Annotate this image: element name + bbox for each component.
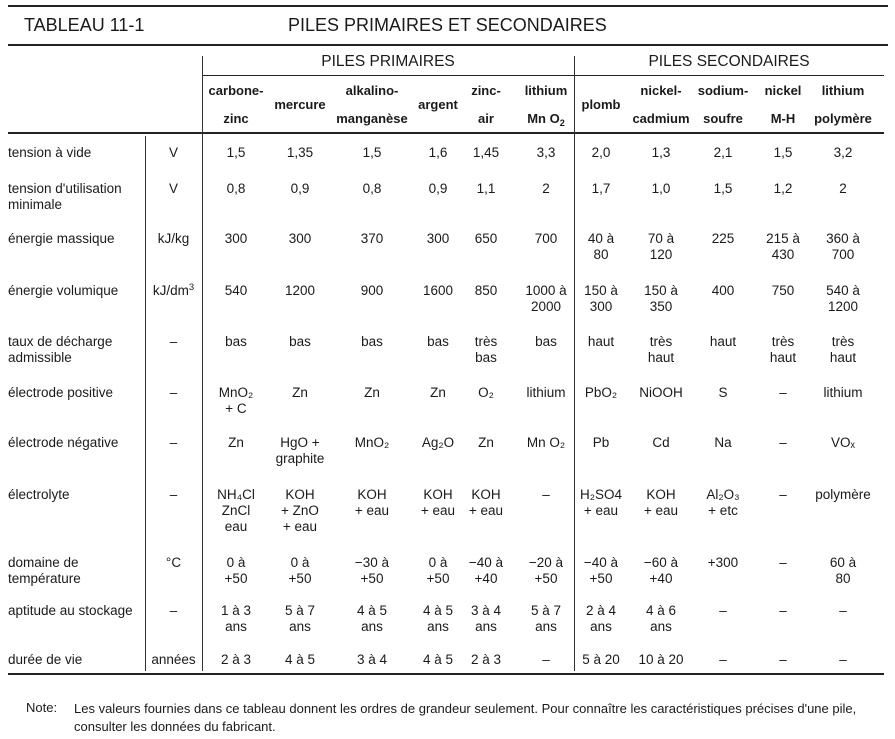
title-rule: [8, 44, 888, 46]
column-header-line2: M-H: [770, 111, 796, 126]
table-cell: 750: [771, 283, 795, 298]
table-cell: 4 à 5: [422, 652, 454, 667]
table-cell: 0,8: [226, 181, 246, 196]
table-cell: 0 à +50: [224, 555, 248, 586]
table-cell: bas: [427, 334, 449, 349]
table-cell: 400: [711, 283, 735, 298]
row-unit: [145, 145, 202, 161]
table-cell: –: [779, 487, 787, 502]
table-cell: MnO₂ + C: [218, 385, 254, 416]
column-header-line1: lithium: [821, 83, 865, 98]
column-header-line2: air: [478, 111, 494, 126]
row-unit-text: V: [168, 181, 178, 196]
column-header-line1: nickel: [764, 83, 802, 98]
row-unit-text: °C: [165, 555, 182, 570]
row-unit-text: –: [169, 603, 178, 618]
table-cell: très haut: [769, 334, 797, 365]
table-cell: KOH + eau: [468, 487, 504, 518]
table-cell: 40 à 80: [587, 231, 615, 262]
column-header-line1: lithium: [524, 83, 568, 98]
table-cell: −60 à +40: [643, 555, 679, 586]
table-cell: Zn: [364, 385, 380, 400]
row-label: domaine de température: [8, 555, 81, 586]
table-cell: 2 à 3: [220, 652, 252, 667]
row-label: énergie massique: [8, 231, 115, 246]
table-cell: Zn: [228, 435, 244, 450]
table-cell: 3 à 4 ans: [470, 603, 502, 634]
group-rule-primary: [202, 75, 574, 76]
table-cell: très haut: [647, 334, 675, 365]
table-cell: 2,0: [591, 145, 611, 160]
table-cell: 540 à 1200: [826, 283, 860, 314]
subscript: 2: [559, 118, 565, 128]
table-cell: PbO₂: [584, 385, 618, 400]
table-cell: bas: [535, 334, 557, 349]
table-cell: 1,5: [362, 145, 382, 160]
table-cell: 2: [839, 181, 847, 196]
table-cell: –: [719, 603, 727, 618]
table-cell: 1600: [422, 283, 454, 298]
superscript: 3: [188, 282, 195, 293]
table-cell: 2 à 3: [470, 652, 502, 667]
row-unit: [145, 487, 202, 503]
table-cell: VOₓ: [831, 435, 855, 450]
table-cell: –: [839, 603, 847, 618]
table-cell: 0,8: [362, 181, 382, 196]
row-unit-text: années: [151, 652, 196, 667]
table-cell: 300: [426, 231, 450, 246]
column-header: [624, 77, 698, 133]
row-unit: [145, 283, 202, 299]
table-cell: Zn: [292, 385, 308, 400]
table-cell: 700: [534, 231, 558, 246]
table-cell: 300: [224, 231, 248, 246]
table-cell: 650: [474, 231, 498, 246]
row-label: aptitude au stockage: [8, 603, 133, 618]
table-cell: bas: [225, 334, 247, 349]
column-header: [688, 77, 758, 133]
table-cell: KOH + eau: [420, 487, 456, 518]
table-cell: 1,5: [773, 145, 793, 160]
table-cell: 3,2: [833, 145, 853, 160]
table-cell: –: [542, 487, 550, 502]
row-unit: [145, 652, 202, 668]
table-cell: HgO + graphite: [275, 435, 325, 466]
table-cell: haut: [587, 334, 615, 349]
table-cell: –: [779, 652, 787, 667]
table-cell: 10 à 20: [638, 652, 684, 667]
table-cell: 1000 à 2000: [525, 283, 567, 314]
table-cell: 1,5: [713, 181, 733, 196]
table-cell: 60 à 80: [829, 555, 857, 586]
row-unit-text: –: [169, 487, 178, 502]
table-cell: 150 à 350: [644, 283, 678, 314]
top-rule: [8, 5, 888, 7]
table-cell: 1,1: [476, 181, 496, 196]
table-cell: 1200: [284, 283, 316, 298]
table-cell: +300: [707, 555, 739, 570]
table-cell: lithium: [526, 385, 566, 400]
group-title-primary: PILES PRIMAIRES: [321, 53, 455, 70]
units-column-divider: [145, 136, 146, 671]
table-cell: 370: [360, 231, 384, 246]
row-unit: [145, 555, 202, 571]
table-cell: 900: [360, 283, 384, 298]
table-cell: 3,3: [536, 145, 556, 160]
row-unit-text: kJ/dm: [152, 283, 189, 298]
column-header: [570, 91, 632, 119]
table-cell: KOH + eau: [643, 487, 679, 518]
column-header-line2: polymère: [814, 111, 872, 126]
group-rule-secondary: [574, 75, 884, 76]
table-cell: 5 à 7 ans: [284, 603, 316, 634]
note-label: Note:: [26, 700, 58, 715]
column-header-line2: zinc: [223, 111, 249, 126]
table-cell: 4 à 5 ans: [356, 603, 388, 634]
table-cell: 0 à +50: [426, 555, 450, 586]
table-cell: 3 à 4: [356, 652, 388, 667]
table-cell: Ag₂O: [421, 435, 455, 450]
row-label: durée de vie: [8, 652, 83, 667]
table-cell: 1,35: [286, 145, 314, 160]
group-title-secondary: PILES SECONDAIRES: [648, 53, 810, 70]
row-label: taux de décharge admissible: [8, 334, 113, 365]
column-header-line2: Mn O: [527, 111, 560, 126]
table-cell: 360 à 700: [826, 231, 860, 262]
row-label: électrode négative: [8, 435, 119, 450]
table-cell: 1,6: [428, 145, 448, 160]
table-cell: 1,45: [472, 145, 500, 160]
table-cell: 2: [542, 181, 550, 196]
row-label: électrode positive: [8, 385, 114, 400]
table-cell: 5 à 20: [582, 652, 620, 667]
row-label: tension à vide: [8, 145, 92, 160]
row-label: énergie volumique: [8, 283, 119, 298]
table-cell: Zn: [478, 435, 494, 450]
table-cell: –: [719, 652, 727, 667]
table-cell: O₂: [478, 385, 494, 400]
table-cell: Cd: [652, 435, 670, 450]
table-cell: –: [779, 555, 787, 570]
table-cell: −20 à +50: [528, 555, 564, 586]
column-header-line1: sodium-: [697, 83, 749, 98]
column-header-line1: zinc-: [471, 83, 501, 98]
table-cell: très bas: [474, 334, 498, 365]
column-header-line2: manganèse: [336, 111, 408, 126]
note-text: Les valeurs fournies dans ce tableau donnent les ordres de grandeur seulement. Pour connaître les caractéristiques précises d'une pile, consulter les données du fabricant.: [74, 701, 857, 734]
table-cell: très haut: [829, 334, 857, 365]
table-cell: Pb: [592, 435, 610, 450]
table-cell: KOH + eau: [354, 487, 390, 518]
table-cell: bas: [361, 334, 383, 349]
row-unit: [145, 181, 202, 197]
table-cell: 2,1: [713, 145, 733, 160]
table-cell: 2 à 4 ans: [585, 603, 617, 634]
row-label: tension d'utilisation minimale: [8, 181, 122, 212]
column-header: [200, 77, 272, 133]
table-cell: NiOOH: [639, 385, 683, 400]
row-unit-text: V: [168, 145, 178, 160]
row-unit-text: –: [169, 385, 178, 400]
table-cell: H₂SO4 + eau: [579, 487, 622, 518]
table-cell: −40 à +40: [468, 555, 504, 586]
table-cell: 5 à 7 ans: [530, 603, 562, 634]
table-cell: 1 à 3 ans: [220, 603, 252, 634]
row-unit: [145, 385, 202, 401]
table-cell: 0 à +50: [288, 555, 312, 586]
row-unit: [145, 603, 202, 619]
row-unit: [145, 435, 202, 451]
table-cell: 225: [711, 231, 735, 246]
table-cell: 1,5: [226, 145, 246, 160]
column-header-line1: nickel-: [640, 83, 682, 98]
table-cell: 4 à 5: [284, 652, 316, 667]
table-cell: 215 à 430: [766, 231, 800, 262]
table-cell: 300: [288, 231, 312, 246]
table-cell: −30 à +50: [354, 555, 390, 586]
table-cell: 1,3: [651, 145, 671, 160]
table-cell: –: [542, 652, 550, 667]
row-unit-text: –: [169, 435, 178, 450]
column-header-line1: alkalino-: [345, 83, 399, 98]
table-cell: haut: [709, 334, 737, 349]
table-cell: 850: [474, 283, 498, 298]
table-cell: –: [839, 652, 847, 667]
row-unit-text: kJ/kg: [157, 231, 190, 246]
table-cell: 4 à 6 ans: [645, 603, 677, 634]
table-cell: 1,0: [651, 181, 671, 196]
table-cell: bas: [289, 334, 311, 349]
table-cell: 150 à 300: [584, 283, 618, 314]
table-title: PILES PRIMAIRES ET SECONDAIRES: [288, 15, 607, 35]
table-cell: NH₄Cl ZnCl eau: [217, 487, 255, 534]
table-cell: Mn O₂: [526, 435, 566, 450]
table-cell: 1,2: [773, 181, 793, 196]
column-header-line1: argent: [418, 97, 458, 112]
table-cell: –: [779, 385, 787, 400]
table-cell: Na: [714, 435, 732, 450]
table-cell: KOH + ZnO + eau: [281, 487, 319, 534]
row-unit-text: –: [169, 334, 178, 349]
table-cell: 540: [224, 283, 248, 298]
table-cell: S: [718, 385, 728, 400]
table-cell: −40 à +50: [583, 555, 619, 586]
table-number: TABLEAU 11-1: [24, 15, 145, 35]
column-header-line1: plomb: [581, 97, 621, 112]
table-cell: MnO₂: [354, 435, 390, 450]
table-cell: –: [779, 435, 787, 450]
column-header-line1: mercure: [274, 97, 326, 112]
table-cell: Al₂O₃ + etc: [706, 487, 740, 518]
column-header: [328, 77, 416, 133]
column-header: [799, 77, 887, 133]
table-bottom-rule: [8, 673, 884, 675]
column-header: [264, 91, 336, 119]
table-cell: –: [779, 603, 787, 618]
table-cell: 0,9: [428, 181, 448, 196]
column-header-line2: soufre: [703, 111, 743, 126]
table-cell: 1,7: [591, 181, 611, 196]
table-cell: 4 à 5 ans: [422, 603, 454, 634]
column-header: [458, 77, 514, 133]
table-cell: polymère: [815, 487, 871, 502]
table-cell: lithium: [823, 385, 863, 400]
row-unit: [145, 334, 202, 350]
column-header-line2: cadmium: [632, 111, 690, 126]
table-cell: 0,9: [290, 181, 310, 196]
row-unit: [145, 231, 202, 247]
table-cell: 70 à 120: [647, 231, 675, 262]
table-cell: Zn: [430, 385, 446, 400]
column-header-line1: carbone-: [208, 83, 264, 98]
row-label: électrolyte: [8, 487, 70, 502]
